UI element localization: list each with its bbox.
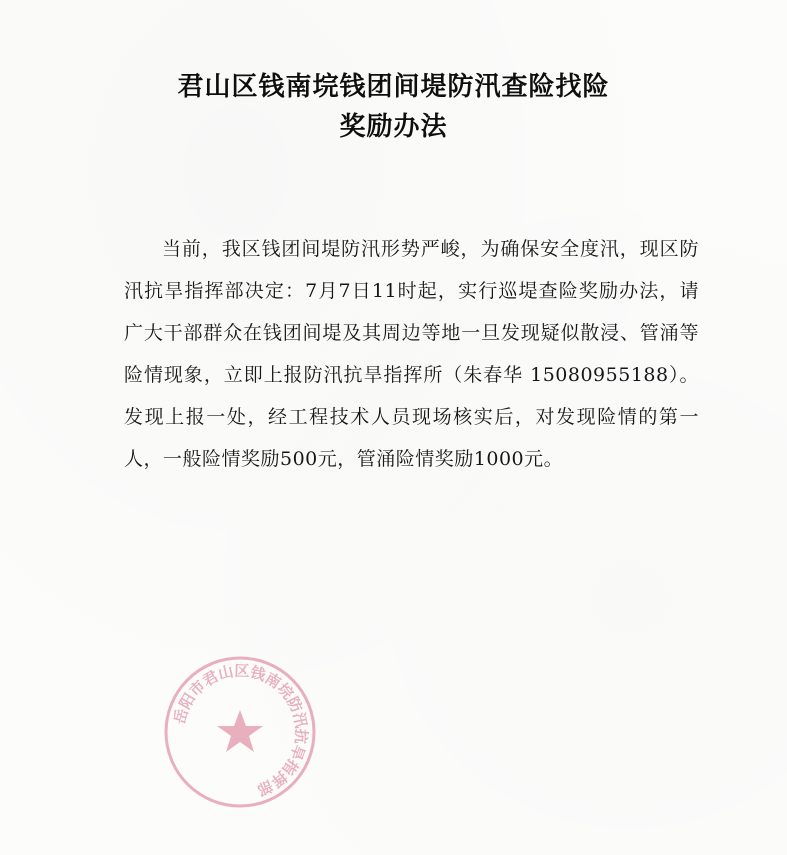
document-body-paragraph: 当前，我区钱团间堤防汛形势严峻，为确保安全度汛，现区防汛抗旱指挥部决定：7月7日11时起，实行巡堤查险奖励办法，请广大干部群众在钱团间堤及其周边等地一旦发现疑似散浸、管涌等险情现象，立即上报防汛抗旱指挥所（朱春华 15080955188）。发现上报一处，经工程技术人员现场核实后，对发现险情的第一人，一般险情奖励500元，管涌险情奖励1000元。	[124, 238, 699, 470]
document-title-line1: 君山区钱南垸钱团间堤防汛查险找险	[177, 72, 610, 102]
seal-text: 岳阳市君山区钱南垸防汛抗旱指挥部	[170, 661, 311, 799]
seal-graphic	[160, 652, 320, 812]
official-seal	[160, 652, 320, 812]
star-icon	[217, 710, 263, 752]
document-title-line2: 奖励办法	[339, 112, 448, 142]
